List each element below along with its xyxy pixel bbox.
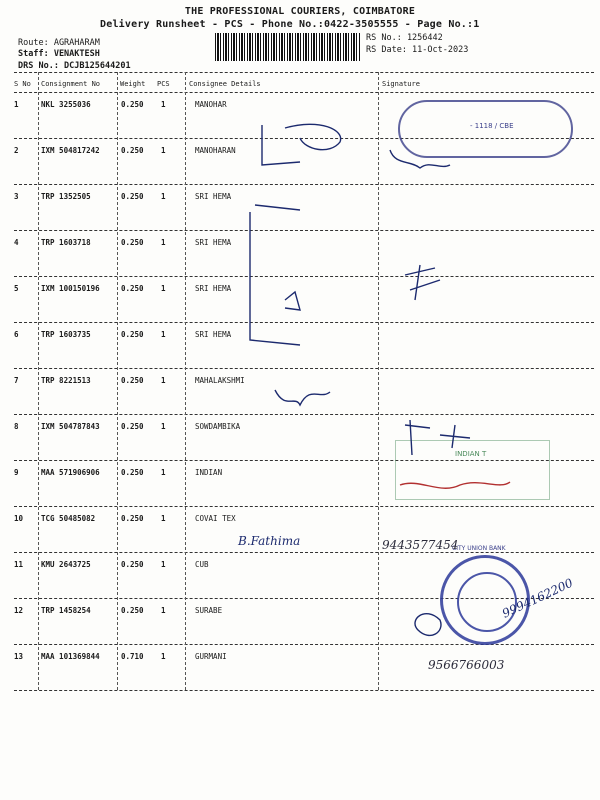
rs-date: RS Date: 11-Oct-2023: [366, 45, 469, 55]
handwritten-phone: 9994162200: [500, 575, 576, 621]
row-weight: 0.710: [121, 652, 144, 661]
handwritten-name: B.Fathima: [238, 534, 301, 548]
row-weight: 0.250: [121, 146, 144, 155]
row-consignee: SRI HEMA: [195, 284, 232, 293]
row-pcs: 1: [161, 514, 166, 523]
row-sno: 5: [14, 284, 19, 293]
row-consignee: SRI HEMA: [195, 238, 232, 247]
row-weight: 0.250: [121, 514, 144, 523]
row-consignment: IXM 100150196: [41, 284, 100, 293]
column-header-consignee: Consignee Details: [189, 80, 261, 88]
signature-mark: [262, 124, 341, 165]
row-pcs: 1: [161, 560, 166, 569]
row-consignee: MANOHARAN: [195, 146, 236, 155]
row-weight: 0.250: [121, 192, 144, 201]
row-consignment: IXM 504817242: [41, 146, 100, 155]
row-consignee: CUB: [195, 560, 209, 569]
row-sno: 12: [14, 606, 24, 615]
row-weight: 0.250: [121, 560, 144, 569]
row-weight: 0.250: [121, 468, 144, 477]
company-title: THE PROFESSIONAL COURIERS, COIMBATORE: [184, 6, 416, 17]
row-pcs: 1: [161, 422, 166, 431]
signature-mark: [400, 482, 510, 488]
row-sno: 9: [14, 468, 19, 477]
row-sno: 2: [14, 146, 19, 155]
row-weight: 0.250: [121, 422, 144, 431]
column-header-weight: Weight: [120, 80, 146, 88]
row-sno: 1: [14, 100, 19, 109]
row-sno: 7: [14, 376, 19, 385]
staff-label: Staff: VENAKTESH: [18, 49, 100, 59]
handwritten-phone: 9566766003: [428, 658, 505, 672]
drs-number: DRS No.: DCJB125644201: [18, 61, 131, 71]
row-pcs: 1: [161, 376, 166, 385]
row-sno: 8: [14, 422, 19, 431]
row-weight: 0.250: [121, 238, 144, 247]
row-pcs: 1: [161, 284, 166, 293]
row-sno: 10: [14, 514, 24, 523]
row-consignment: TRP 8221513: [41, 376, 91, 385]
row-weight: 0.250: [121, 284, 144, 293]
row-pcs: 1: [161, 100, 166, 109]
stamp-text: CITY UNION BANK: [452, 545, 506, 552]
row-consignee: MAHALAKSHMI: [195, 376, 245, 385]
row-pcs: 1: [161, 652, 166, 661]
stamp-text: - 1118 / CBE: [470, 122, 514, 130]
row-pcs: 1: [161, 192, 166, 201]
row-consignment: TRP 1458254: [41, 606, 91, 615]
signature-mark: [405, 265, 440, 300]
row-consignment: TRP 1603718: [41, 238, 91, 247]
signature-mark: [415, 614, 441, 636]
row-consignee: SOWDAMBIKA: [195, 422, 241, 431]
row-sno: 3: [14, 192, 19, 201]
row-consignment: IXM 504787843: [41, 422, 100, 431]
signature-mark: [390, 150, 450, 168]
row-consignment: TRP 1352505: [41, 192, 91, 201]
row-consignment: TCG 50485082: [41, 514, 96, 523]
signature-mark: [405, 420, 470, 455]
row-pcs: 1: [161, 606, 166, 615]
column-header-sno: S No: [14, 80, 31, 88]
signature-mark: [275, 390, 330, 405]
route-label: Route: AGRAHARAM: [18, 38, 100, 48]
row-consignee: MANOHAR: [195, 100, 227, 109]
row-weight: 0.250: [121, 376, 144, 385]
column-header-signature: Signature: [382, 80, 420, 88]
row-consignment: TRP 1603735: [41, 330, 91, 339]
row-pcs: 1: [161, 238, 166, 247]
row-sno: 6: [14, 330, 19, 339]
column-header-pcs: PCS: [157, 80, 170, 88]
row-consignee: SURABE: [195, 606, 223, 615]
rs-number: RS No.: 1256442: [366, 33, 443, 43]
runsheet-subtitle: Delivery Runsheet - PCS - Phone No.:0422-3505555 - Page No.:1: [100, 19, 480, 30]
row-consignee: COVAI TEX: [195, 514, 236, 523]
row-pcs: 1: [161, 146, 166, 155]
row-consignment: MAA 571906906: [41, 468, 100, 477]
stamp-text: INDIAN T: [455, 450, 487, 458]
row-pcs: 1: [161, 468, 166, 477]
row-weight: 0.250: [121, 330, 144, 339]
row-consignee: INDIAN: [195, 468, 223, 477]
handwritten-phone: 9443577454: [382, 538, 459, 552]
row-consignee: SRI HEMA: [195, 330, 232, 339]
row-sno: 13: [14, 652, 24, 661]
row-weight: 0.250: [121, 100, 144, 109]
row-weight: 0.250: [121, 606, 144, 615]
row-consignment: KMU 2643725: [41, 560, 91, 569]
row-consignment: NKL 3255036: [41, 100, 91, 109]
row-consignment: MAA 101369844: [41, 652, 100, 661]
row-sno: 4: [14, 238, 19, 247]
signature-mark: [250, 205, 300, 345]
row-consignee: GURMANI: [195, 652, 227, 661]
column-header-consignment: Consignment No: [41, 80, 101, 88]
row-sno: 11: [14, 560, 24, 569]
row-pcs: 1: [161, 330, 166, 339]
row-consignee: SRI HEMA: [195, 192, 232, 201]
